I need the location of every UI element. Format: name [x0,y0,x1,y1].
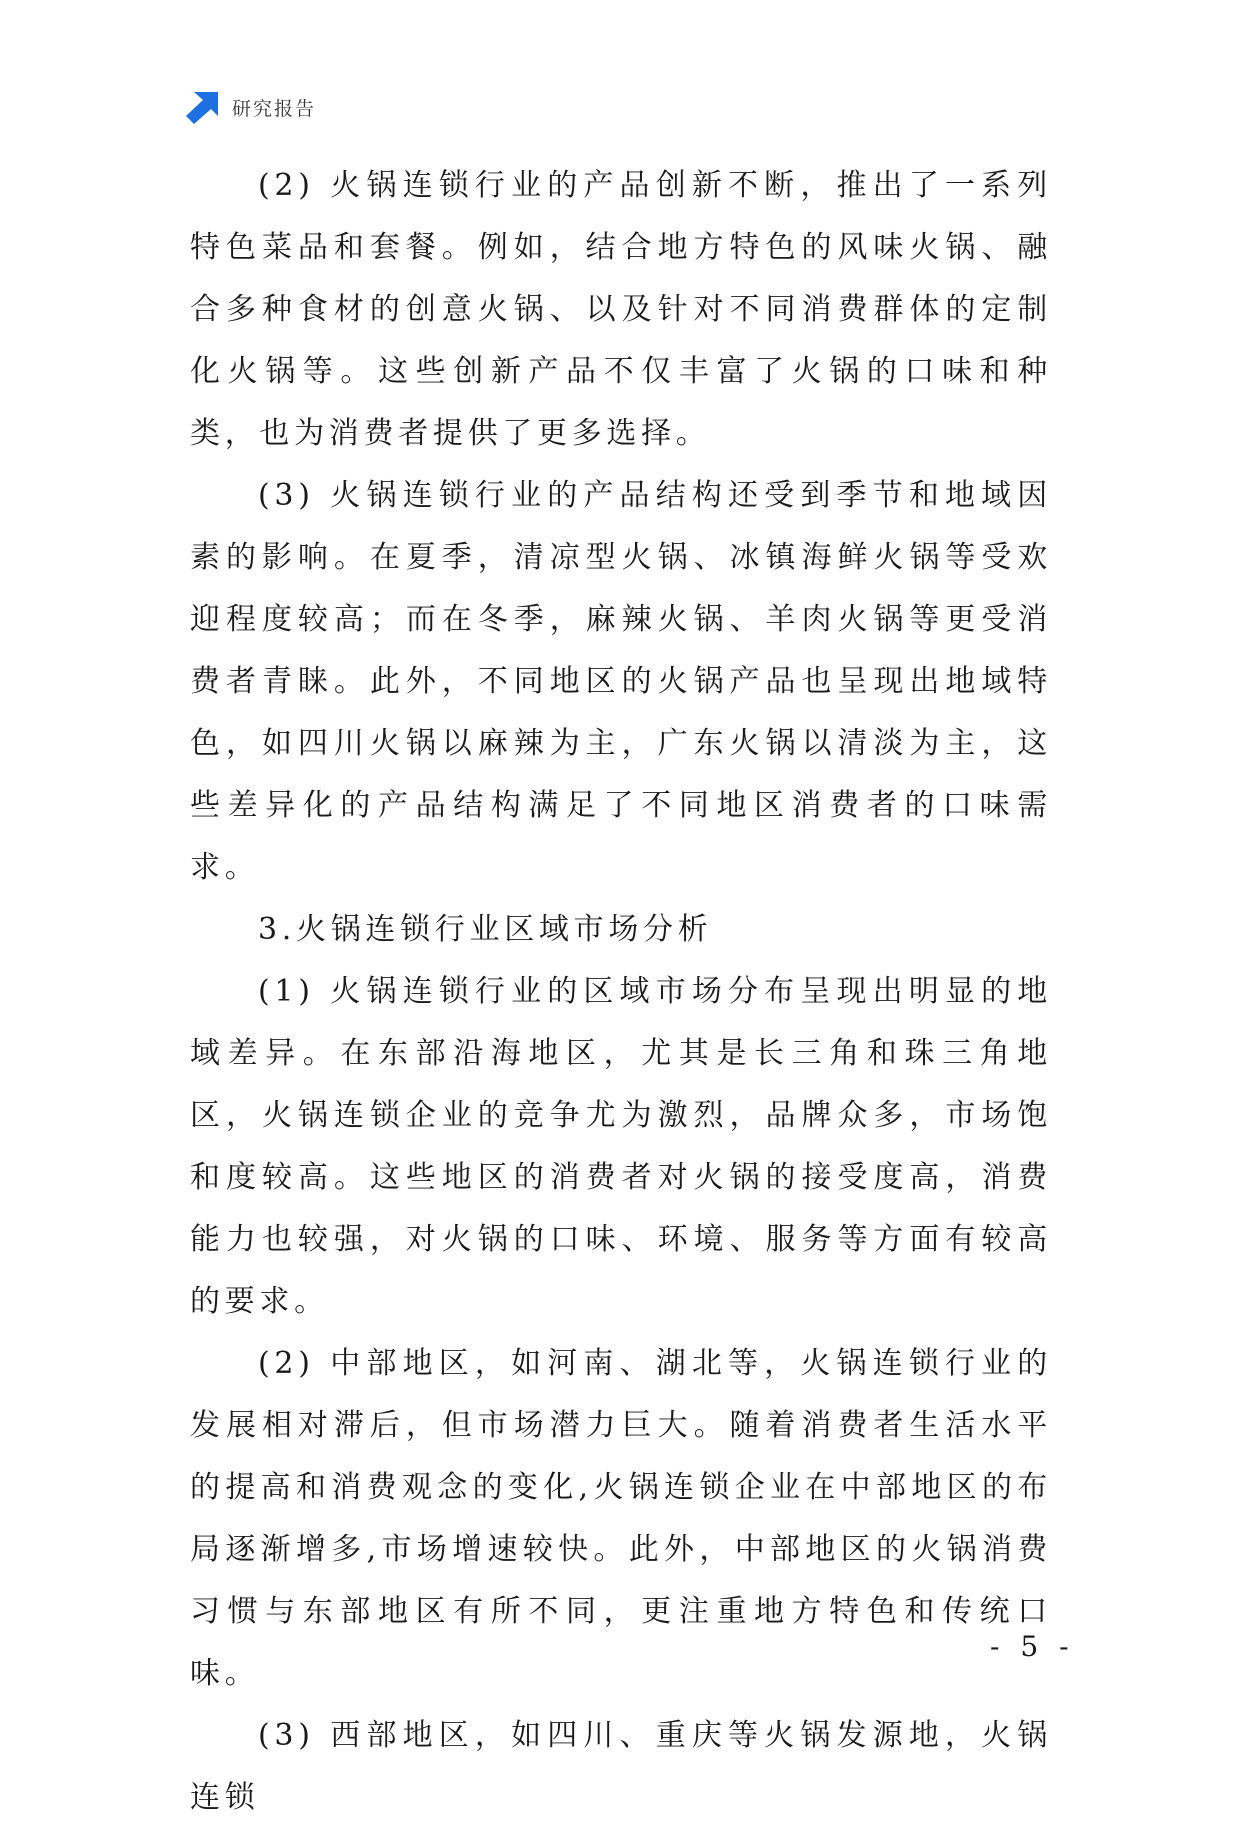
section-heading: 3.火锅连锁行业区域市场分析 [258,912,713,947]
paragraph-western-region: (3) 西部地区，如四川、重庆等火锅发源地，火锅连锁 [190,1718,1052,1815]
document-body [190,155,1052,1829]
paragraph-eastern-region: (1) 火锅连锁行业的区域市场分布呈现出明显的地域差异。在东部沿海地区，尤其是长三角和珠三角地区，火锅连锁企业的竞争尤为激烈，品牌众多，市场饱和度较高。这些地区的消费者对火锅的接受度高，消费能力也较强，对火锅的口味、环境、服务等方面有较高的要求。 [190,974,1052,1319]
header-title: 研究报告 [232,97,317,120]
paragraph-product-innovation: (2) 火锅连锁行业的产品创新不断，推出了一系列特色菜品和套餐。例如，结合地方特色的风味火锅、融合多种食材的创意火锅、以及针对不同消费群体的定制化火锅等。这些创新产品不仅丰富了火锅的口味和种类，也为消费者提供了更多选择。 [190,168,1052,451]
page-number: - 5 - [990,1630,1075,1663]
arrow-up-right-icon [186,90,220,124]
paragraph-seasonal-structure: (3) 火锅连锁行业的产品结构还受到季节和地域因素的影响。在夏季，清凉型火锅、冰镇海鲜火锅等受欢迎程度较高；而在冬季，麻辣火锅、羊肉火锅等更受消费者青睐。此外，不同地区的火锅产品也呈现出地域特色，如四川火锅以麻辣为主，广东火锅以清淡为主，这些差异化的产品结构满足了不同地区消费者的口味需求。 [190,478,1052,885]
report-header [186,90,316,124]
paragraph-central-region: (2) 中部地区，如河南、湖北等，火锅连锁行业的发展相对滞后，但市场潜力巨大。随着消费者生活水平的提高和消费观念的变化,火锅连锁企业在中部地区的布局逐渐增多,市场增速较快。此外，中部地区的火锅消费习惯与东部地区有所不同，更注重地方特色和传统口味。 [190,1346,1052,1691]
